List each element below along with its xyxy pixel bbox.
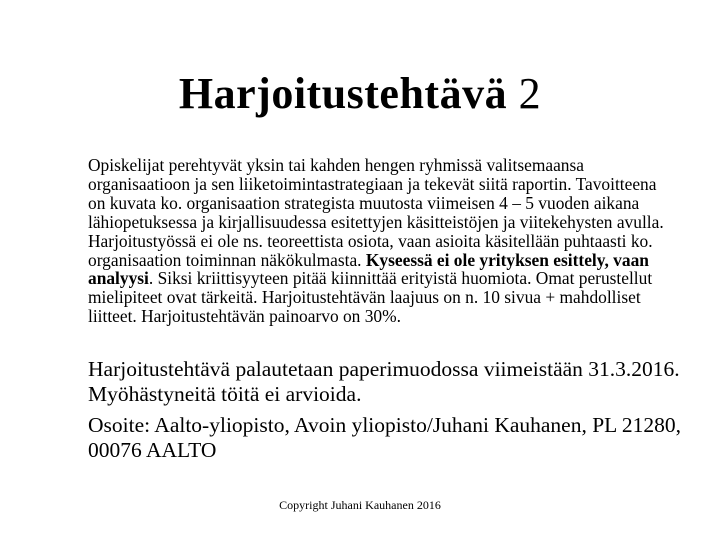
postal-address-paragraph: Osoite: Aalto-yliopisto, Avoin yliopisto/Juhani Kauhanen, PL 21280, 00076 AALTO bbox=[88, 413, 682, 462]
slide-title-text: Harjoitustehtävä bbox=[178, 69, 508, 118]
description-text-start: Opiskelijat perehtyvät yksin tai kahden hengen ryhmissä valitsemaansa organisaatioon ja sen liiketoimintastrategiaan ja tekevät siitä raportin. Tavoitteena on kuvata ko. organisaation strategista muutosta viimeisen 4 – 5 vuoden aikana lähiopetuksessa ja kirjallisuudessa esitettyjen käsitteistöjen ja viitekehysten avulla. Harjoitustyössä ei ole ns. teoreettista osiota, vaan asioita käsitellään puhtaasti ko. organisaation toiminnan näkökulmasta. bbox=[88, 155, 664, 270]
assignment-description-paragraph bbox=[88, 156, 678, 326]
slide-title bbox=[0, 66, 720, 122]
description-text-end: . Siksi kriittisyyteen pitää kiinnittää erityistä huomiota. Omat perustellut mielipiteet ovat tärkeitä. Harjoitustehtävän laajuus on n. 10 sivua + mahdolliset liitteet. Harjoitustehtävän painoarvo on 30%. bbox=[88, 268, 653, 327]
description-bold-emphasis: Kyseessä ei ole yrityksen esittely, vaan analyysi bbox=[88, 249, 649, 289]
submission-deadline-paragraph: Harjoitustehtävä palautetaan paperimuodossa viimeistään 31.3.2016. Myöhästyneitä töitä ei arvioida. bbox=[88, 357, 680, 406]
copyright-footer: Copyright Juhani Kauhanen 2016 bbox=[279, 498, 441, 512]
slide-title-number: 2 bbox=[518, 69, 542, 118]
